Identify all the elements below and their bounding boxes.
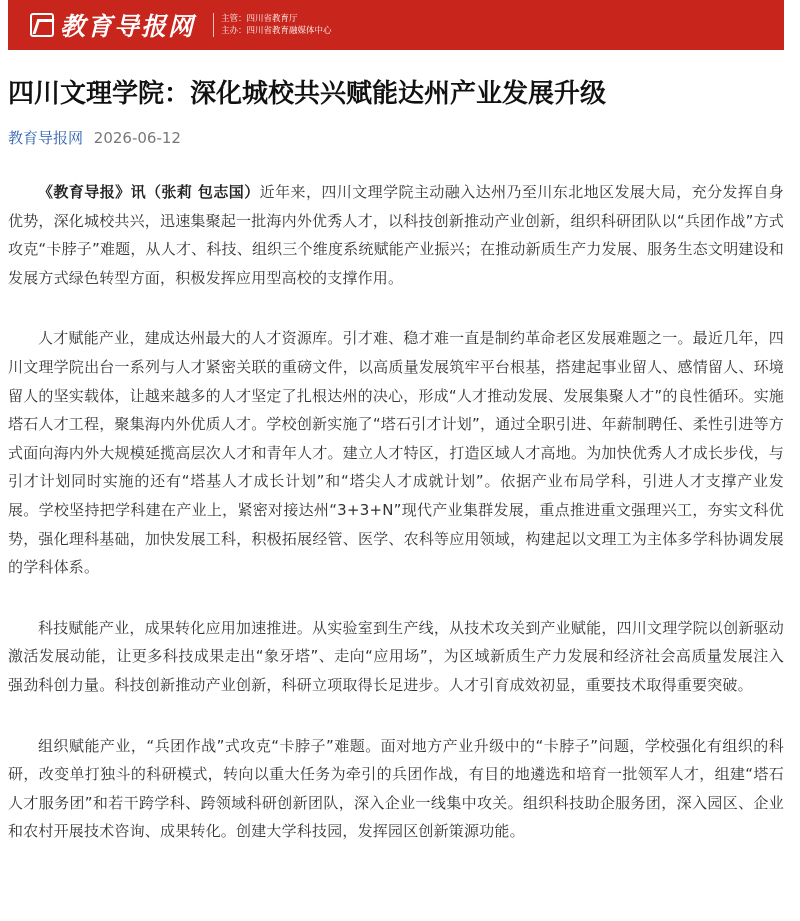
site-header (8, 0, 784, 50)
article-meta (8, 126, 181, 150)
article-paragraph: 组织赋能产业，“兵团作战”式攻克“卡脖子”难题。面对地方产业升级中的“卡脖子”问题，学校强化有组织的科研，改变单打独斗的科研模式，转向以重大任务为牵引的兵团作战，有目的地遴选和培育一批领军人才，组建“塔石人才服务团”和若干跨学科、跨领域科研创新团队，深入企业一线集中攻关。组织科技助企服务团，深入园区、企业和农村开展技术咨询、成果转化。创建大学科技园，发挥园区创新策源功能。 (8, 736, 784, 841)
article-source-link[interactable]: 教育导报网 (8, 129, 84, 147)
article-title: 四川文理学院：深化城校共兴赋能达州产业发展升级 (8, 79, 607, 109)
article-body (8, 178, 784, 878)
site-logo[interactable] (30, 8, 195, 42)
logo-icon (30, 13, 54, 37)
article-byline: 《教育导报》讯（张莉 包志国） (38, 183, 260, 201)
article-date: 2026-06-12 (93, 129, 181, 147)
article-paragraph: 人才赋能产业，建成达州最大的人才资源库。引才难、稳才难一直是制约革命老区发展难题之一。最近几年，四川文理学院出台一系列与人才紧密关联的重磅文件，以高质量发展筑牢平台根基，搭建起事业留人、感情留人、环境留人的坚实载体，让越来越多的人才坚定了扎根达州的决心，形成“人才推动发展、发展集聚人才”的良性循环。实施塔石人才工程，聚集海内外优质人才。学校创新实施了“塔石引才计划”，通过全职引进、年薪制聘任、柔性引进等方式面向海内外大规模延揽高层次人才和青年人才。建立人才特区，打造区域人才高地。为加快优秀人才成长步伐，与引才计划同时实施的还有“塔基人才成长计划”和“塔尖人才成就计划”。依据产业布局学科，引进人才支撑产业发展。学校坚持把学科建在产业上，紧密对接达州“3+3+N”现代产业集群发展，重点推进重文强理兴工，夯实文科优势，强化理科基础，加快发展工科，积极拓展经管、医学、农科等应用领域，构建起以文理工为主体多学科协调发展的学科体系。 (8, 329, 784, 577)
sponsor-host: 主办：四川省教育融媒体中心 (221, 26, 332, 36)
article-paragraph: 科技赋能产业，成果转化应用加速推进。从实验室到生产线，从技术攻关到产业赋能，四川文理学院以创新驱动激活发展动能，让更多科技成果走出“象牙塔”、走向“应用场”，为区域新质生产力发展和经济社会高质量发展注入强劲科创力量。科技创新推动产业创新，科研立项取得长足进步。人才引育成效初显，重要技术取得重要突破。 (8, 618, 784, 694)
logo-text: 教育导报网 (60, 12, 196, 41)
article-paragraph (8, 178, 784, 292)
paragraph-text: 近年来，四川文理学院主动融入达州乃至川东北地区发展大局，充分发挥自身优势，深化城校共兴，迅速集聚起一批海内外优秀人才，以科技创新推动产业创新，组织科研团队以“兵团作战”方式攻克“卡脖子”难题，从人才、科技、组织三个维度系统赋能产业振兴；在推动新质生产力发展、服务生态文明建设和发展方式绿色转型方面，积极发挥应用型高校的支撑作用。 (8, 183, 784, 287)
sponsor-info (213, 13, 332, 37)
sponsor-supervisor: 主管：四川省教育厅 (221, 14, 298, 24)
